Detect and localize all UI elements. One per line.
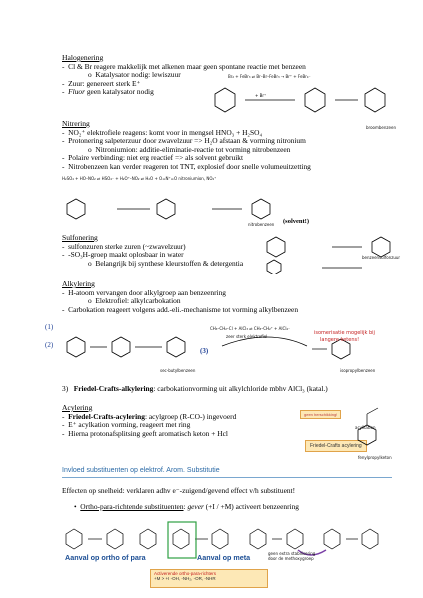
bullet: - E⁺ acylkation vorming, reageert met ring (62, 420, 191, 430)
sub-bullet: o Nitroniumion: additie-eliminatie-reactie tot vorming nitrobenzeen (88, 144, 291, 154)
callout-no-rearrangement: geen herschikking! (300, 410, 341, 419)
box-activating-ortho-para (150, 569, 268, 588)
section-nitrering (62, 120, 382, 172)
item-bold: Friedel-Crafts-alkylering (73, 384, 154, 393)
text-line: geen katalysator nodig (85, 87, 154, 97)
bullet: - Zuur: genereert sterk E⁺ (62, 78, 141, 88)
text-line: E⁺ acylkation vorming, reageert met ring (68, 420, 191, 430)
text-line: sulfonzuren sterke zuren (~zwavelzuur) (68, 241, 186, 251)
label-meta-attack: Aanval op meta (197, 553, 251, 562)
step-number: (1) (45, 323, 54, 331)
text-line: Effecten op snelheid: verklaren adhv e⁻-zuigend/gevend effect v/h substituent! (62, 486, 296, 495)
bullet: - Friedel-Crafts-acylering: acylgroep (R-CO-) ingevoerd (62, 411, 237, 421)
text-line: -SO₃H-groep maakt oplosbaar in water (68, 250, 184, 260)
text-line: Cl & Br reagere makkelijk met alkenen maar geen spontane reactie met benzeen (68, 61, 306, 71)
sulfonation-scheme (262, 234, 402, 274)
bullet: - sulfonzuren sterke zuren (~zwavelzuur) (62, 241, 186, 251)
heading-alkylering: Alkylering (62, 279, 95, 288)
item-friedel-crafts-alkylering (62, 385, 402, 394)
bullet: - Cl & Br reagere makkelijk met alkenen maar geen spontane reactie met benzeen (62, 61, 306, 71)
step-number: (2) (45, 341, 54, 349)
text-line: Nitroniumion: additie-eliminatie-reactie tot vorming nitrobenzeen (95, 144, 291, 154)
text-line: Katalysator nodig: lewiszuur (95, 70, 181, 80)
text-line: Zuur: genereert sterk E⁺ (68, 78, 141, 88)
box-title: Activerende ortho-para-richters (154, 571, 217, 576)
heading-halogenering: Halogenering (62, 53, 104, 62)
text-line: Elektrofiel: alkylcarbokation (95, 296, 181, 306)
reaction-equation: Br₂ + FeBr₃ ⇌ Br–Br–FeBr₃ → Br⁺ + FeBr₄⁻ (228, 74, 311, 79)
section-acylering (62, 404, 302, 438)
bullet: - NO₂⁺ elektrofiele reagens: komt voor in mengsel HNO₃ + H₂SO₄ (62, 127, 263, 137)
bullet: - Hierna protonafsplitsing geeft aromatisch keton + Hcl (62, 428, 228, 438)
text-line: Polaire verbinding: niet erg reactief => als solvent gebruikt (68, 153, 244, 163)
product-label: sec-butylbenzeen (160, 368, 196, 373)
text-line: : carbokationvorming uit alkylchloride mbhv AlCl₃ (katal.) (153, 384, 328, 393)
product-label: broombenzeen (366, 125, 396, 130)
item-bold: Friedel-Crafts-acylering (68, 411, 145, 421)
annotation-red: isomerisatie mogelijk bij (314, 330, 375, 336)
note: geen extra stabilisering (268, 551, 316, 556)
text-line: Belangrijk bij synthese kleurstoffen & detergentia (95, 258, 244, 268)
bullet: - Nitrobenzeen kan verder reageren tot TNT, explosief door snelle volumeuitzetting (62, 161, 311, 171)
step-number: (3) (200, 347, 209, 355)
item-number: 3) (62, 384, 69, 393)
annotation-red: langere ketens! (320, 337, 360, 343)
bullet: - -SO₃H-groep maakt oplosbaar in water (62, 250, 184, 260)
sub-bullet: o Belangrijk bij synthese kleurstoffen & detergentia (88, 258, 244, 268)
bullet-ortho-para: • Ortho-para-richtende substituenten: gever (+I / +M) activeert benzeenring (74, 502, 299, 511)
text-line: Nitrobenzeen kan verder reageren tot TNT, explosief door snelle volumeuitzetting (68, 161, 311, 171)
note: door de methoxygroep (268, 556, 314, 561)
callout-friedel-crafts-acylering: Friedel-Crafts acylering (305, 440, 367, 452)
product-label: benzeensulfonzuur (362, 255, 401, 260)
emphasis: Fluor (68, 87, 86, 97)
acylation-scheme (348, 400, 408, 460)
svg-text:+ Br⁺: + Br⁺ (255, 93, 267, 98)
annotation: zeer sterk elektrofiel (226, 334, 268, 339)
text-line: NO₂⁺ elektrofiele reagens: komt voor in mengsel HNO₃ + H₂SO₄ (68, 127, 263, 137)
sub-bullet: o Elektrofiel: alkylcarbokation (88, 296, 181, 306)
heading-acylering: Acylering (62, 403, 93, 412)
bullet: - H-atoom vervangen door alkylgroep aan benzeenring (62, 287, 226, 297)
bullet: - Carbokation reageert volgens add.-eli.-mechanisme tot vorming alkylbenzeen (62, 304, 299, 314)
sub-bullet: o Katalysator nodig: lewiszuur (88, 70, 181, 80)
section-invloed (62, 487, 392, 496)
heading-nitrering: Nitrering (62, 119, 90, 128)
text-underline: Ortho-para-richtende substituenten (80, 502, 184, 511)
label-ortho-para-attack: Aanval op ortho of para (65, 553, 146, 562)
bullet: - Fluor geen katalysator nodig (62, 87, 154, 97)
product-label: fenylpropylketon (358, 455, 392, 460)
product-label: nitrobenzeen (248, 222, 275, 227)
text-line: Protonering salpeterzuur door zwavelzuur => H₂O afstaan & vorming nitronium (68, 136, 306, 146)
reaction-equation: CH₃–CH₂–Cl + AlCl₃ ⇌ CH₃–CH₂⁺ + AlCl₄⁻ (210, 326, 291, 331)
text-line: H-atoom vervangen door alkylgroep aan benzeenring (68, 287, 226, 297)
text-line: (+I / +M) activeert benzeenring (203, 502, 299, 511)
box-line: +M > +I -OH, -NH₂, -OR, -NHR (154, 576, 216, 581)
alkylation-scheme-2 (212, 334, 402, 370)
substituent-effects-scheme (62, 516, 412, 576)
product-label: acylkation (355, 425, 376, 430)
product-label: isopropylbenzeen (340, 368, 376, 373)
text-line: Hierna protonafsplitsing geeft aromatisch keton + Hcl (68, 428, 228, 438)
bullet: - Polaire verbinding: niet erg reactief => als solvent gebruikt (62, 153, 244, 163)
text-line: : acylgroep (R-CO-) ingevoerd (144, 411, 237, 421)
section-banner-invloed: Invloed substituenten op elektrof. Arom. Substitutie (62, 467, 392, 478)
reaction-equation: H₂SO₄ + HO–NO₂ ⇌ HSO₄⁻ + H₂O⁺–NO₂ ⇌ H₂O + O=N⁺=O nitroniumion, NO₂⁺ (62, 176, 217, 181)
section-alkylering (62, 280, 392, 314)
bullet: - Protonering salpeterzuur door zwavelzuur => H₂O afstaan & vorming nitronium (62, 136, 306, 146)
text-line: Carbokation reageert volgens add.-eli.-mechanisme tot vorming alkylbenzeen (68, 304, 299, 314)
heading-sulfonering: Sulfonering (62, 233, 98, 242)
emphasis: gever (187, 502, 204, 511)
solvent-note: (solvent!) (283, 218, 309, 225)
nitration-scheme (62, 198, 362, 226)
